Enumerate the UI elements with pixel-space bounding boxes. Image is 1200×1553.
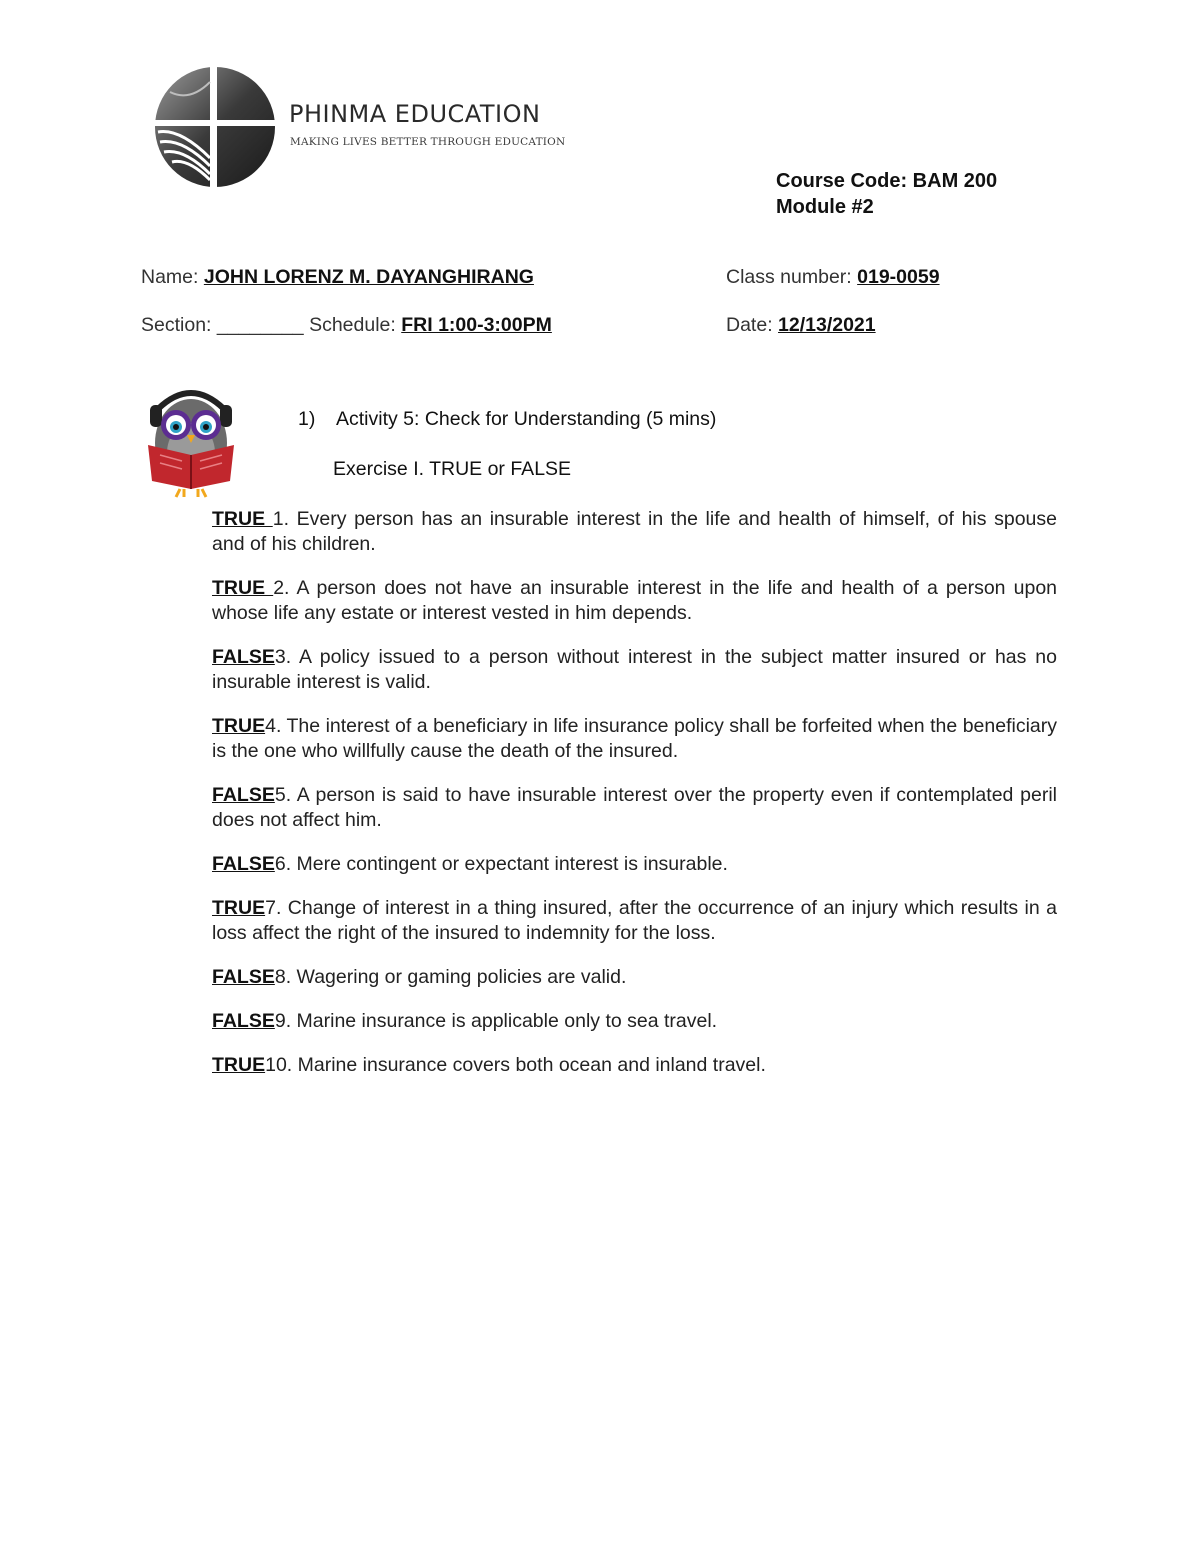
course-info — [776, 168, 997, 220]
answer-label: FALSE — [212, 1010, 275, 1032]
list-item — [212, 645, 1057, 695]
brand-name: PHINMA EDUCATION — [289, 100, 541, 128]
class-number-field — [726, 266, 940, 289]
date-value: 12/13/2021 — [778, 314, 876, 336]
brand-tagline: MAKING LIVES BETTER THROUGH EDUCATION — [290, 136, 566, 148]
answer-label: FALSE — [212, 646, 275, 668]
true-false-list — [212, 507, 1057, 1097]
list-item — [212, 1009, 1057, 1034]
item-text: 7. Change of interest in a thing insured, after the occurrence of an injury which results in a loss affect the right of the insured to indemnity for the loss. — [212, 897, 1057, 944]
phinma-logo — [150, 62, 570, 192]
answer-label: TRUE — [212, 508, 273, 530]
course-code: Course Code: BAM 200 — [776, 170, 998, 192]
item-text: 10. Marine insurance covers both ocean and inland travel. — [265, 1054, 766, 1076]
section-schedule-field — [141, 314, 552, 337]
class-number-value: 019-0059 — [857, 266, 940, 288]
class-number-label: Class number: — [726, 266, 858, 288]
answer-label: TRUE — [212, 897, 266, 919]
item-text: 8. Wagering or gaming policies are valid. — [274, 966, 627, 988]
item-text: 6. Mere contingent or expectant interest is insurable. — [274, 853, 728, 875]
list-item — [212, 714, 1057, 764]
answer-label: TRUE — [212, 577, 274, 599]
answer-label: TRUE — [212, 1054, 266, 1076]
date-label: Date: — [726, 314, 779, 336]
answer-label: TRUE — [212, 715, 266, 737]
schedule-value: FRI 1:00-3:00PM — [401, 314, 552, 336]
section-value: ________ — [216, 314, 304, 336]
section-label: Section: — [141, 314, 217, 336]
list-item — [212, 783, 1057, 833]
activity-number: 1) — [298, 408, 316, 430]
item-text: 5. A person is said to have insurable interest over the property even if contemplated peril does not affect him. — [212, 784, 1057, 831]
list-item — [212, 507, 1057, 557]
phinma-emblem-icon — [150, 62, 280, 192]
name-label: Name: — [141, 266, 204, 288]
module-number: Module #2 — [776, 196, 874, 218]
list-item — [212, 852, 1057, 877]
item-text: 2. A person does not have an insurable interest in the life and health of a person upon whose life any estate or interest vested in him depends. — [212, 577, 1058, 624]
activity-title: Activity 5: Check for Understanding (5 mins) — [336, 408, 717, 430]
activity-heading — [298, 408, 716, 431]
answer-label: FALSE — [212, 966, 275, 988]
list-item — [212, 896, 1057, 946]
list-item — [212, 965, 1057, 990]
owl-reading-icon — [142, 383, 240, 499]
answer-label: FALSE — [212, 784, 275, 806]
schedule-label: Schedule: — [303, 314, 402, 336]
list-item — [212, 576, 1057, 626]
name-field — [141, 266, 534, 289]
date-field — [726, 314, 876, 337]
answer-label: FALSE — [212, 853, 275, 875]
item-text: 1. Every person has an insurable interest in the life and health of himself, of his spouse and of his children. — [212, 508, 1058, 555]
list-item — [212, 1053, 1057, 1078]
name-value: JOHN LORENZ M. DAYANGHIRANG — [203, 266, 534, 288]
item-text: 9. Marine insurance is applicable only to sea travel. — [274, 1010, 718, 1032]
item-text: 4. The interest of a beneficiary in life insurance policy shall be forfeited when the beneficiary is the one who willfully cause the death of the insured. — [212, 715, 1057, 762]
exercise-heading: Exercise I. TRUE or FALSE — [333, 458, 572, 480]
item-text: 3. A policy issued to a person without interest in the subject matter insured or has no insurable interest is valid. — [212, 646, 1057, 693]
